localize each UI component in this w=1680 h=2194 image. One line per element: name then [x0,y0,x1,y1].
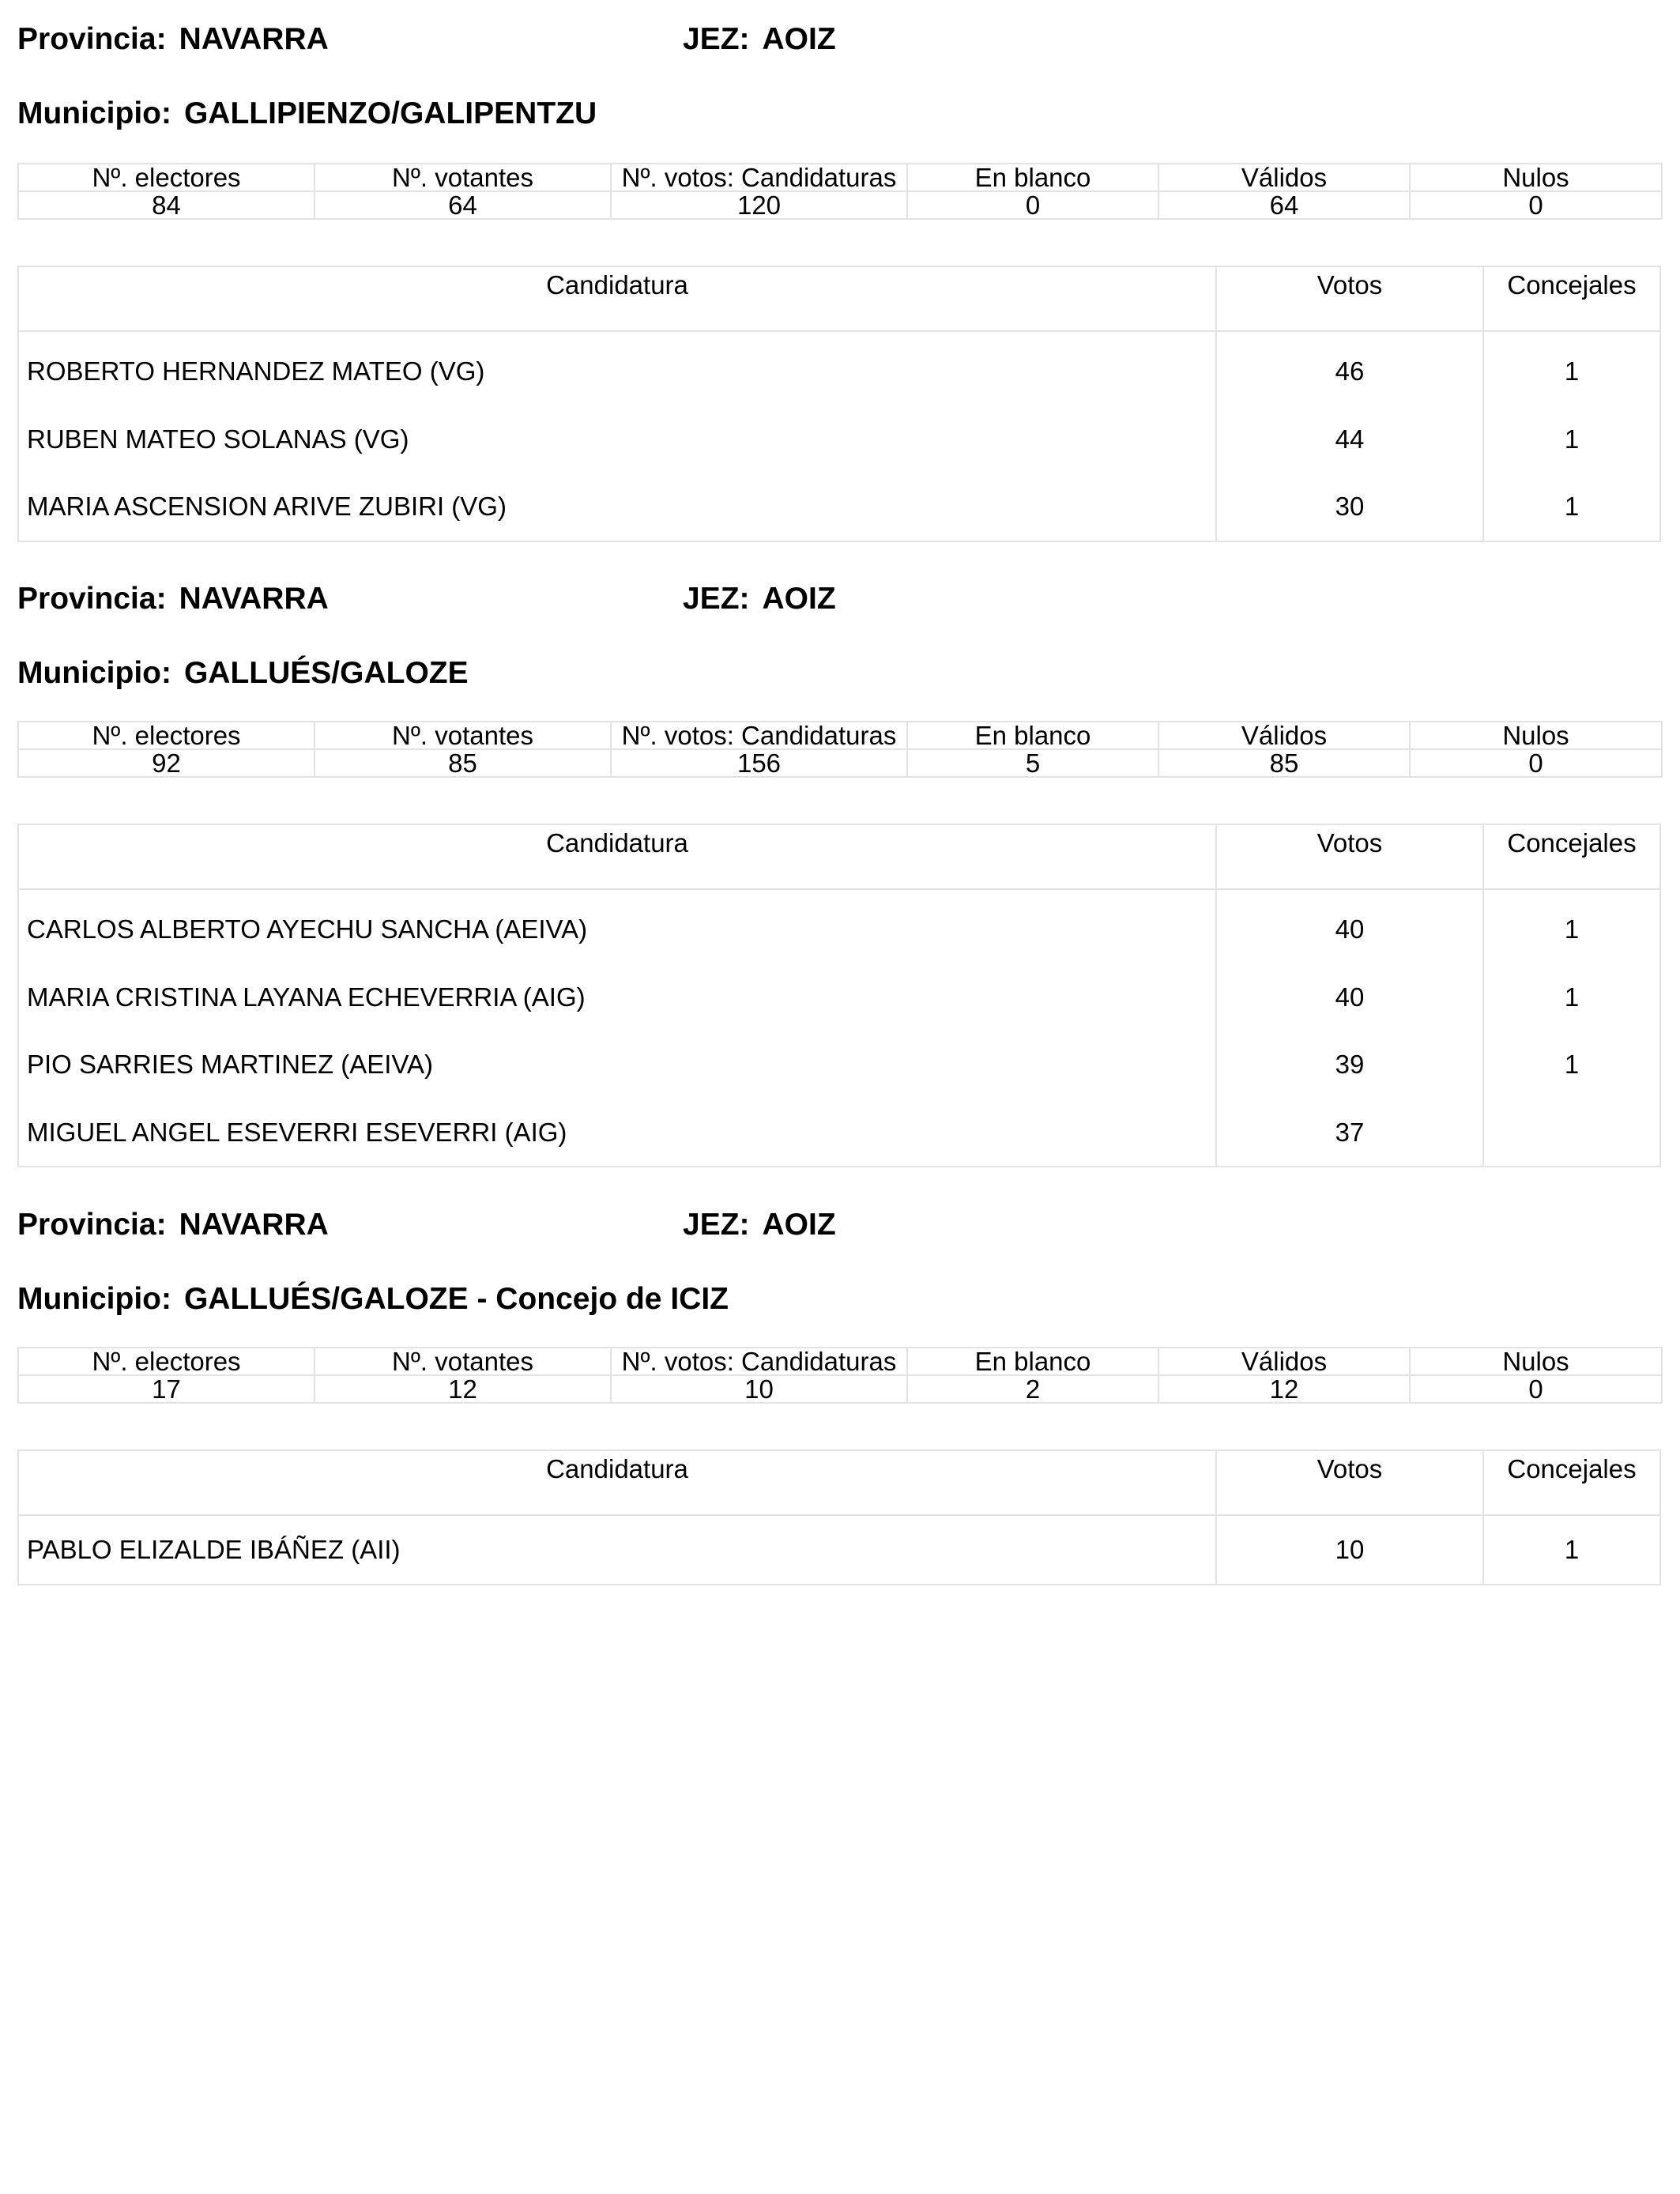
candidate-name: PIO SARRIES MARTINEZ (AEIVA) [27,1050,434,1079]
summary-header-cell: Nº. votos: Candidaturas [611,1348,907,1375]
summary-value-cell: 85 [1158,749,1410,777]
candidatura-header: Candidatura [19,825,1217,888]
jez-value: AOIZ [762,22,836,56]
summary-header-cell: Válidos [1158,722,1410,749]
candidates-body [19,332,1659,541]
municipio-label: Municipio: [17,656,171,690]
summary-value-cell: 156 [611,749,907,777]
municipio-value: GALLUÉS/GALOZE - Concejo de ICIZ [183,1282,729,1316]
summary-header-cell: Nº. votos: Candidaturas [611,722,907,749]
provincia-value: NAVARRA [179,1208,329,1242]
candidate-votes-column [1217,890,1484,1166]
candidate-concejales: 1 [1564,424,1580,454]
votos-header: Votos [1217,825,1484,888]
candidates-header-row [19,267,1659,332]
summary-header-cell: Válidos [1158,164,1410,191]
candidate-votes-column [1217,1516,1484,1584]
candidate-votes: 10 [1335,1535,1365,1564]
provincia-label: Provincia: [17,1208,167,1242]
summary-value-cell: 85 [315,749,611,777]
summary-header-cell: Nº. votos: Candidaturas [611,164,907,191]
jez-label: JEZ: [683,1208,750,1242]
candidate-names-column [19,890,1217,1166]
candidate-concejales: 1 [1564,356,1580,386]
summary-header-row [18,164,1662,191]
candidate-votes: 46 [1335,356,1365,386]
jez-header [683,1209,836,1240]
candidates-body [19,890,1659,1166]
summary-value-cell: 12 [315,1375,611,1403]
votos-header: Votos [1217,267,1484,330]
candidates-table [17,824,1661,1167]
jez-label: JEZ: [683,582,750,616]
summary-value-row [18,191,1662,219]
summary-value-cell: 120 [611,191,907,219]
candidate-votes: 39 [1335,1050,1365,1079]
candidates-header-row [19,825,1659,890]
summary-value-cell: 0 [1410,749,1662,777]
candidate-names-column [19,1516,1217,1584]
candidate-name: ROBERTO HERNANDEZ MATEO (VG) [27,356,485,386]
summary-header-cell: Nº. votantes [315,1348,611,1375]
summary-value-cell: 64 [1158,191,1410,219]
summary-header-cell: Nº. votantes [315,722,611,749]
candidate-votes: 44 [1335,424,1365,454]
summary-header-row [18,1348,1662,1375]
candidate-votes: 30 [1335,492,1365,521]
summary-value-cell: 84 [18,191,315,219]
summary-value-cell: 0 [1410,1375,1662,1403]
municipio-value: GALLUÉS/GALOZE [183,656,469,690]
summary-table [17,1347,1663,1404]
summary-value-cell: 0 [907,191,1158,219]
provincia-label: Provincia: [17,22,167,56]
candidate-concejales: 1 [1564,982,1580,1012]
summary-value-row [18,749,1662,777]
jez-label: JEZ: [683,22,750,56]
municipio-header [17,658,469,688]
candidate-concejales-column [1484,890,1659,1166]
concejales-header: Concejales [1507,270,1637,300]
summary-table [17,163,1663,220]
summary-value-cell: 0 [1410,191,1662,219]
summary-header-cell: En blanco [907,164,1158,191]
summary-header-cell: En blanco [907,722,1158,749]
summary-value-cell: 2 [907,1375,1158,1403]
provincia-header [17,1209,329,1240]
candidate-name: MARIA ASCENSION ARIVE ZUBIRI (VG) [27,492,507,521]
candidate-name: MARIA CRISTINA LAYANA ECHEVERRIA (AIG) [27,982,586,1012]
candidate-concejales: 1 [1564,914,1580,944]
summary-table [17,721,1663,778]
provincia-value: NAVARRA [179,22,329,56]
candidate-concejales: 1 [1564,1050,1580,1079]
candidate-concejales-column [1484,332,1659,541]
jez-header [683,583,836,614]
municipio-value: GALLIPIENZO/GALIPENTZU [183,96,597,130]
summary-header-cell: Nulos [1410,164,1662,191]
candidate-votes: 40 [1335,982,1365,1012]
concejales-header: Concejales [1507,828,1637,858]
summary-value-cell: 10 [611,1375,907,1403]
summary-value-cell: 92 [18,749,315,777]
candidate-concejales-column [1484,1516,1659,1584]
candidate-votes-column [1217,332,1484,541]
candidates-body [19,1516,1659,1584]
summary-header-cell: Nº. electores [18,164,315,191]
candidate-concejales: 1 [1564,1535,1580,1564]
candidate-concejales [1484,1099,1659,1167]
municipio-label: Municipio: [17,1282,171,1316]
summary-header-row [18,722,1662,749]
candidate-name: RUBEN MATEO SOLANAS (VG) [27,424,409,454]
jez-header [683,24,836,55]
candidates-table [17,1449,1661,1585]
candidatura-header: Candidatura [19,1451,1217,1514]
summary-value-cell: 64 [315,191,611,219]
summary-header-cell: Válidos [1158,1348,1410,1375]
summary-value-cell: 5 [907,749,1158,777]
provincia-header [17,583,329,614]
candidate-name: PABLO ELIZALDE IBÁÑEZ (AII) [27,1535,401,1564]
summary-value-row [18,1375,1662,1403]
summary-header-cell: Nulos [1410,1348,1662,1375]
summary-header-cell: En blanco [907,1348,1158,1375]
municipio-header [17,98,597,129]
votos-header: Votos [1217,1451,1484,1514]
candidates-header-row [19,1451,1659,1516]
candidate-name: MIGUEL ANGEL ESEVERRI ESEVERRI (AIG) [27,1117,567,1147]
provincia-value: NAVARRA [179,582,329,616]
summary-header-cell: Nº. votantes [315,164,611,191]
summary-value-cell: 17 [18,1375,315,1403]
concejales-header: Concejales [1507,1454,1637,1483]
jez-value: AOIZ [762,582,836,616]
municipio-header [17,1284,729,1314]
summary-header-cell: Nº. electores [18,722,315,749]
candidate-name: CARLOS ALBERTO AYECHU SANCHA (AEIVA) [27,914,588,944]
candidate-votes: 40 [1335,914,1365,944]
provincia-header [17,24,329,55]
jez-value: AOIZ [762,1208,836,1242]
candidatura-header: Candidatura [19,267,1217,330]
candidate-concejales: 1 [1564,492,1580,521]
provincia-label: Provincia: [17,582,167,616]
candidate-names-column [19,332,1217,541]
municipio-label: Municipio: [17,96,171,130]
summary-header-cell: Nº. electores [18,1348,315,1375]
summary-header-cell: Nulos [1410,722,1662,749]
summary-value-cell: 12 [1158,1375,1410,1403]
candidates-table [17,266,1661,542]
candidate-votes: 37 [1335,1117,1365,1147]
